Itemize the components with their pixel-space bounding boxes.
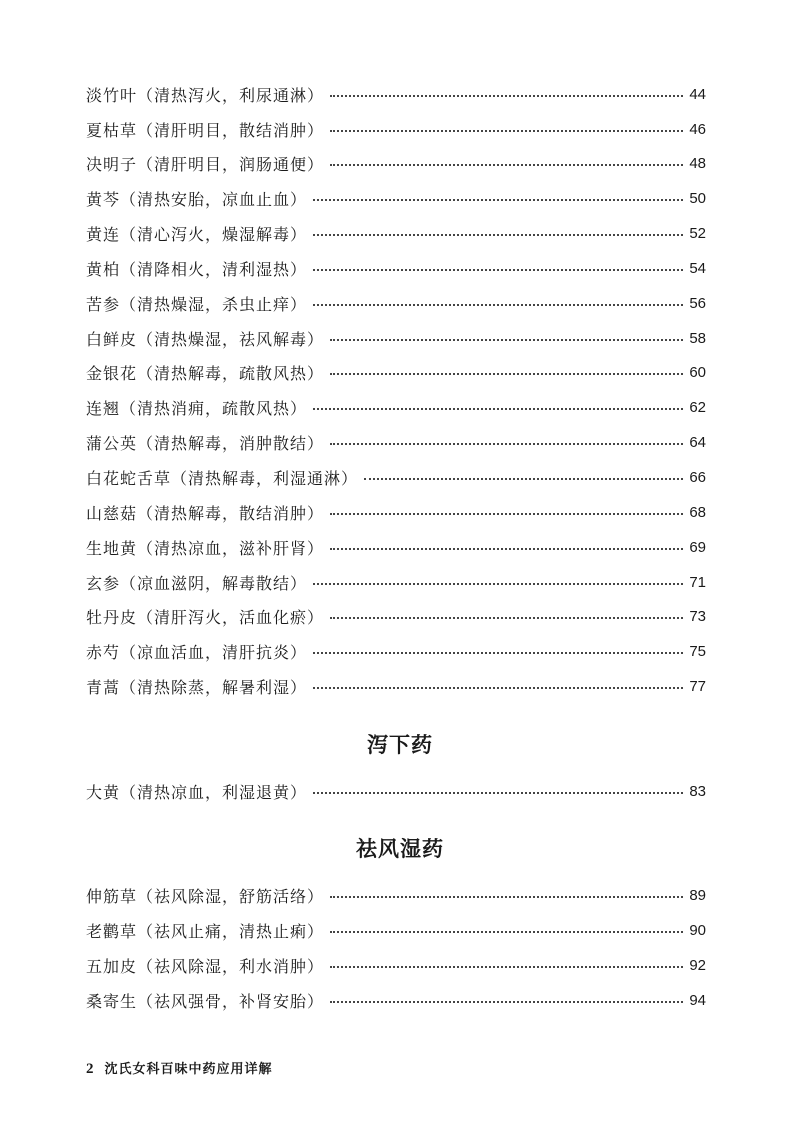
dot-leader [313,408,683,410]
dot-leader [330,164,683,166]
dot-leader [330,896,683,898]
entry-title: 伸筋草（祛风除湿，舒筋活络） [86,886,325,906]
entry-page-number: 46 [689,120,706,138]
entry-title: 决明子（清肝明目，润肠通便） [86,154,325,174]
entry-page-number: 60 [689,363,706,381]
dot-leader [313,199,683,201]
footer-book-title: 沈氏女科百味中药应用详解 [104,1062,273,1077]
entry-page-number: 92 [689,956,706,974]
dot-leader [330,443,683,445]
entry-title: 连翘（清热消痈，疏散风热） [86,398,308,418]
entry-title: 五加皮（祛风除湿，利水消肿） [86,956,325,976]
entry-page-number: 62 [689,398,706,416]
dot-leader [330,373,683,375]
entry-title: 青蒿（清热除蒸，解暑利湿） [86,677,308,697]
toc-entry[interactable] [86,464,706,490]
dot-leader [330,130,683,132]
footer-page-number: 2 [86,1061,95,1077]
entry-title: 黄柏（清降相火，清利湿热） [86,259,308,279]
entry-page-number: 66 [689,468,706,486]
toc-entry[interactable] [86,952,706,978]
toc-entry[interactable] [86,603,706,629]
dot-leader [313,583,683,585]
entry-title: 生地黄（清热凉血，滋补肝肾） [86,538,325,558]
dot-leader [330,513,683,515]
entry-title: 蒲公英（清热解毒，消肿散结） [86,433,325,453]
toc-entry[interactable] [86,150,706,176]
entry-title: 白鲜皮（清热燥湿，祛风解毒） [86,329,325,349]
toc-entry[interactable] [86,534,706,560]
entry-page-number: 64 [689,433,706,451]
entry-page-number: 52 [689,224,706,242]
toc-entry[interactable] [86,429,706,455]
toc-entry[interactable] [86,987,706,1013]
entry-title: 黄连（清心泻火，燥湿解毒） [86,224,308,244]
toc-entry[interactable] [86,325,706,351]
dot-leader [330,339,683,341]
entry-title: 赤芍（凉血活血，清肝抗炎） [86,642,308,662]
entry-page-number: 77 [689,677,706,695]
toc-entry[interactable] [86,185,706,211]
toc-entry[interactable] [86,220,706,246]
dot-leader [313,304,683,306]
entry-page-number: 58 [689,329,706,347]
entry-page-number: 56 [689,294,706,312]
dot-leader [313,687,683,689]
toc-entry[interactable] [86,394,706,420]
entry-title: 山慈菇（清热解毒，散结消肿） [86,503,325,523]
section-heading: 祛风湿药 [356,836,444,861]
toc-entry[interactable] [86,290,706,316]
entry-title: 大黄（清热凉血，利湿退黄） [86,782,308,802]
section-heading: 泻下药 [367,732,433,757]
entry-title: 牡丹皮（清肝泻火，活血化瘀） [86,607,325,627]
entry-page-number: 94 [689,991,706,1009]
dot-leader [313,269,683,271]
entry-title: 夏枯草（清肝明目，散结消肿） [86,120,325,140]
toc-entry[interactable] [86,499,706,525]
toc-entry[interactable] [86,917,706,943]
toc-entry[interactable] [86,255,706,281]
dot-leader [330,1001,683,1003]
entry-page-number: 54 [689,259,706,277]
entry-page-number: 73 [689,607,706,625]
entry-page-number: 50 [689,189,706,207]
dot-leader [330,617,683,619]
entry-page-number: 75 [689,642,706,660]
entry-title: 白花蛇舌草（清热解毒，利湿通淋） [86,468,359,488]
toc-entry[interactable] [86,116,706,142]
entry-page-number: 44 [689,85,706,103]
entry-title: 桑寄生（祛风强骨，补肾安胎） [86,991,325,1011]
entry-page-number: 71 [689,573,706,591]
entry-title: 苦参（清热燥湿，杀虫止痒） [86,294,308,314]
entry-title: 淡竹叶（清热泻火，利尿通淋） [86,85,325,105]
entry-page-number: 90 [689,921,706,939]
dot-leader [330,931,683,933]
entry-page-number: 69 [689,538,706,556]
dot-leader [313,234,683,236]
toc-entry[interactable] [86,882,706,908]
dot-leader [313,652,683,654]
dot-leader [330,966,683,968]
toc-entry[interactable] [86,569,706,595]
entry-page-number: 68 [689,503,706,521]
entry-title: 金银花（清热解毒，疏散风热） [86,363,325,383]
toc-entry[interactable] [86,673,706,699]
entry-title: 老鹳草（祛风止痛，清热止痢） [86,921,325,941]
entry-title: 玄参（凉血滋阴，解毒散结） [86,573,308,593]
entry-page-number: 48 [689,154,706,172]
dot-leader [364,478,683,480]
toc-entry[interactable] [86,638,706,664]
dot-leader [330,95,683,97]
entry-page-number: 83 [689,782,706,800]
toc-entry[interactable] [86,81,706,107]
toc-entry[interactable] [86,778,706,804]
entry-page-number: 89 [689,886,706,904]
dot-leader [330,548,683,550]
dot-leader [313,792,683,794]
entry-title: 黄芩（清热安胎，凉血止血） [86,189,308,209]
page-footer [86,1058,273,1078]
toc-entry[interactable] [86,359,706,385]
